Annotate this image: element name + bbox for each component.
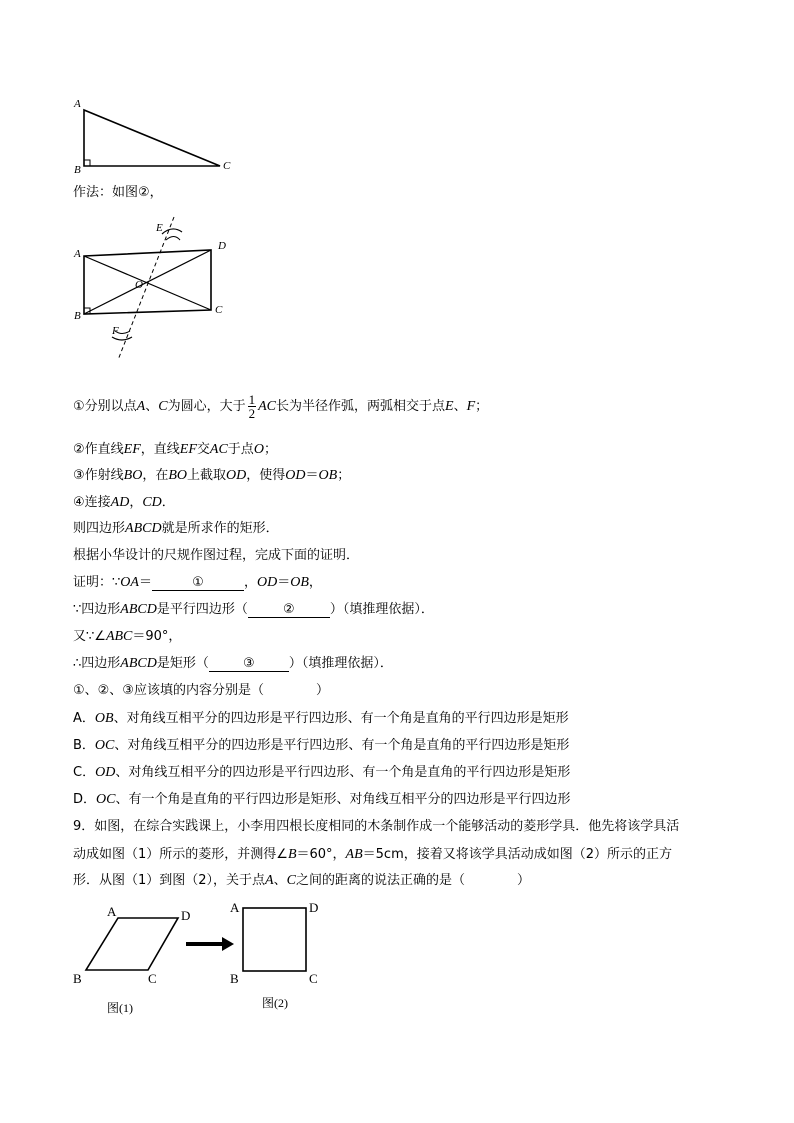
- proof-line-1: 证明：∵OA＝ ① ，OD＝OB，: [73, 575, 322, 590]
- fraction-one-half: $\frac{1}{2}$: [248, 392, 256, 421]
- q9-line-1: 9．如图，在综合实践课上，小李用四根长度相同的木条制作成一个能够活动的菱形学具．他先将该学具活: [73, 819, 680, 834]
- rhombus-label-b: B: [73, 971, 82, 986]
- point-label-a: A: [74, 98, 81, 110]
- proof-line-3: 又∵∠ABC＝90°，: [73, 629, 182, 644]
- answer-blank-1[interactable]: ①: [152, 576, 244, 591]
- step-1: ①分别以点A、C为圆心，大于 $\frac{1}{2}$ AC长为半径作弧，两弧相交于点E、F；: [73, 392, 489, 421]
- answer-blank-3[interactable]: ③: [209, 657, 289, 672]
- square-label-a: A: [230, 900, 240, 915]
- step-5: 则四边形ABCD就是所求作的矩形．: [73, 521, 279, 536]
- option-b[interactable]: B．OC、对角线互相平分的四边形是平行四边形、有一个角是直角的平行四边形是矩形: [73, 738, 570, 753]
- proof-line-2: ∵四边形ABCD是平行四边形（ ② ）（填推理依据）．: [73, 602, 434, 617]
- step-4: ④连接AD，CD．: [73, 495, 175, 510]
- square-label-c: C: [309, 971, 318, 986]
- point-label-c: C: [223, 160, 231, 172]
- transform-arrow-head: [222, 937, 234, 951]
- method-label: 作法：如图②，: [73, 185, 163, 200]
- option-a[interactable]: A．OB、对角线互相平分的四边形是平行四边形、有一个角是直角的平行四边形是矩形: [73, 711, 569, 726]
- rhombus-abcd: [86, 918, 178, 970]
- point-label-b2: B: [74, 310, 81, 322]
- q9-line-3: 形．从图（1）到图（2），关于点A、C之间的距离的说法正确的是（ ）: [73, 873, 530, 888]
- point-label-o: O: [135, 279, 143, 291]
- figure-caption-2: 图(2): [262, 996, 288, 1010]
- step-2: ②作直线EF，直线EF交AC于点O；: [73, 442, 277, 457]
- point-label-d2: D: [218, 240, 226, 252]
- figure-caption-1: 图(1): [107, 1001, 133, 1015]
- rhombus-label-a: A: [107, 904, 117, 919]
- proof-line-4: ∴四边形ABCD是矩形（ ③ ）（填推理依据）．: [73, 656, 393, 671]
- step-3: ③作射线BO，在BO上截取OD，使得OD＝OB；: [73, 468, 351, 483]
- point-label-f: F: [112, 325, 119, 337]
- square-label-b: B: [230, 971, 239, 986]
- option-c[interactable]: C．OD、对角线互相平分的四边形是平行四边形、有一个角是直角的平行四边形是矩形: [73, 765, 571, 780]
- point-label-e: E: [156, 222, 163, 234]
- answer-blank-2[interactable]: ②: [248, 603, 330, 618]
- rhombus-label-d: D: [181, 908, 191, 923]
- q9-line-2: 动成如图（1）所示的菱形，并测得∠B＝60°，AB＝5cm，接着又将该学具活动成如图（2）所示的正方: [73, 847, 673, 862]
- square-label-d: D: [309, 900, 319, 915]
- step-6: 根据小华设计的尺规作图过程，完成下面的证明．: [73, 548, 360, 563]
- option-d[interactable]: D．OC、有一个角是直角的平行四边形是矩形、对角线互相平分的四边形是平行四边形: [73, 792, 571, 807]
- point-label-a2: A: [74, 248, 81, 260]
- rhombus-label-c: C: [148, 971, 157, 986]
- question-prompt: ①、②、③应该填的内容分别是（ ）: [73, 683, 329, 698]
- point-label-c2: C: [215, 304, 223, 316]
- square-abcd: [243, 908, 306, 971]
- point-label-b: B: [74, 164, 81, 176]
